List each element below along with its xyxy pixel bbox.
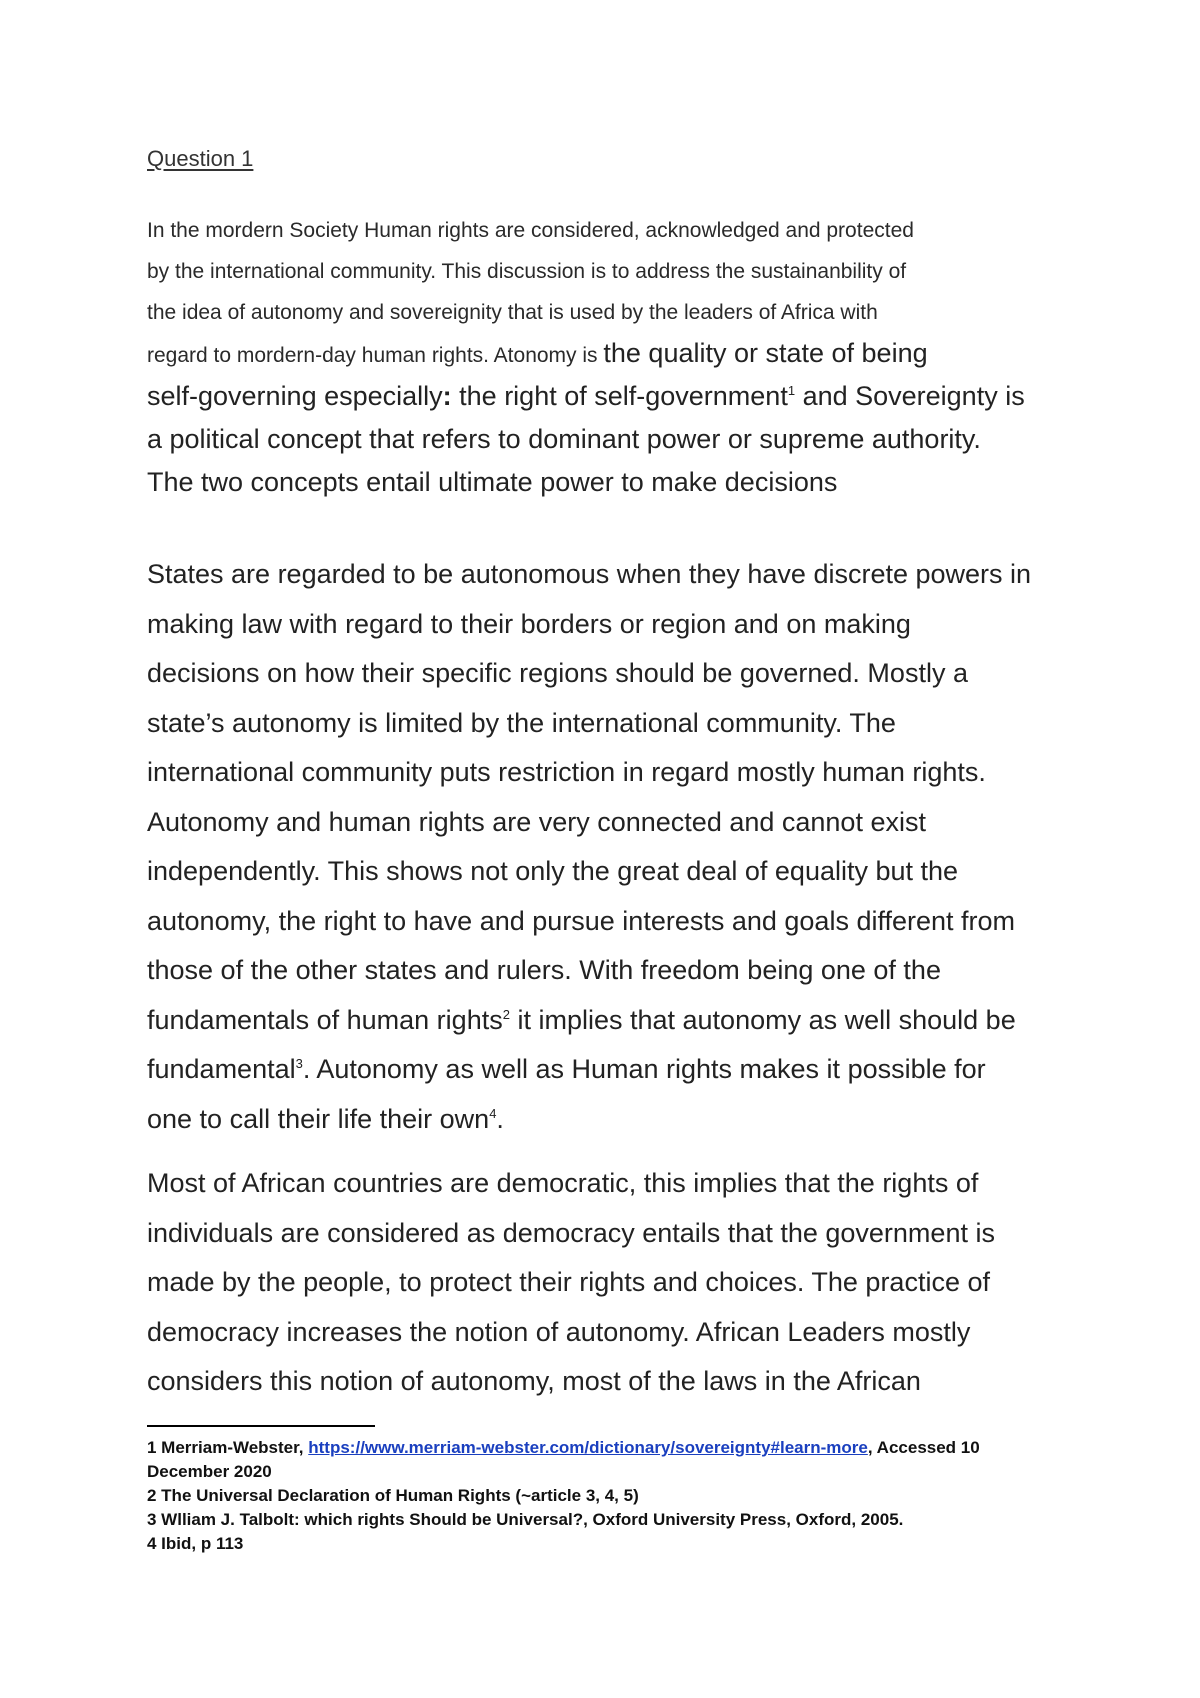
body-line: making law with regard to their borders or region and on making [147,608,911,639]
body-line: state’s autonomy is limited by the international community. The [147,707,896,738]
footnote-1-suffix: , Accessed 10 [867,1438,980,1457]
footnote-1 [147,1436,1067,1460]
footnote-ref-3[interactable]: 3 [295,1056,303,1071]
body-line-11-part1: fundamental [147,1054,296,1084]
intro-line-5-part2: the right of self-government [451,381,788,411]
footnote-3: 3 Wlliam J. Talbolt: which rights Should be Universal?, Oxford University Press, Oxford, 2005. [147,1510,904,1529]
intro-line-5-part3: and Sovereignty is [795,381,1025,411]
paragraph-democracy [147,1159,1087,1407]
footnote-ref-1[interactable]: 1 [787,383,796,398]
body-line: those of the other states and rulers. With freedom being one of the [147,955,941,985]
intro-line-4-small: regard to mordern-day human rights. Atonomy is [147,344,604,367]
body-line-12-part1: one to call their life their own [147,1103,490,1134]
body-line: Autonomy and human rights are very connected and cannot exist [147,806,926,837]
body-line: individuals are considered as democracy entails that the government is [147,1217,995,1248]
body-line: Most of African countries are democratic, this implies that the rights of [147,1168,979,1198]
intro-line-2: by the international community. This discussion is to address the sustainanbility of [147,260,907,283]
body-line: States are regarded to be autonomous when they have discrete powers in [147,559,1032,589]
intro-line-1: In the mordern Society Human rights are considered, acknowledged and protected [147,219,914,242]
body-line: made by the people, to protect their rights and choices. The practice of [147,1267,990,1297]
intro-line-5 [147,381,1025,411]
body-line: decisions on how their specific regions should be governed. Mostly a [147,658,968,688]
footnote-2: 2 The Universal Declaration of Human Rights (~article 3, 4, 5) [147,1486,639,1505]
body-line: international community puts restriction in regard mostly human rights. [147,757,986,787]
footnote-1-link[interactable]: https://www.merriam-webster.com/dictionary/sovereignty#learn-more [308,1438,868,1457]
footnote-1-line2: December 2020 [147,1462,272,1481]
body-line: autonomy, the right to have and pursue interests and goals different from [147,905,1016,936]
footnote-ref-4[interactable]: 4 [489,1105,497,1121]
body-line: democracy increases the notion of autonomy. African Leaders mostly [147,1316,971,1347]
intro-line-5-colon: : [442,381,452,411]
paragraph-autonomy [147,550,1087,1144]
body-line-10-part1: fundamentals of human rights [147,1004,503,1035]
intro-line-6: a political concept that refers to dominant power or supreme authority. [147,424,981,454]
body-line-12-part2: . [496,1103,504,1134]
intro-line-3: the idea of autonomy and sovereignity that is used by the leaders of Africa with [147,301,878,324]
footnote-4: 4 Ibid, p 113 [147,1534,244,1553]
intro-line-7: The two concepts entail ultimate power to make decisions [147,467,838,497]
body-line: independently. This shows not only the great deal of equality but the [147,856,959,886]
intro-line-4-large: the quality or state of being [603,338,928,368]
footnote-ref-2[interactable]: 2 [502,1006,510,1022]
body-line-11-part2: . Autonomy as well as Human rights makes it possible for [302,1054,986,1084]
intro-line-5-part1: self-governing especially [147,381,443,411]
footnotes [147,1436,1067,1556]
paragraph-intro [147,210,1077,505]
body-line: considers this notion of autonomy, most of the laws in the African [147,1366,921,1396]
footnote-separator [147,1425,375,1427]
body-line-10-part2: it implies that autonomy as well should be [509,1004,1016,1035]
footnote-1-prefix: 1 Merriam-Webster, [147,1438,309,1457]
question-heading: Question 1 [147,146,254,171]
